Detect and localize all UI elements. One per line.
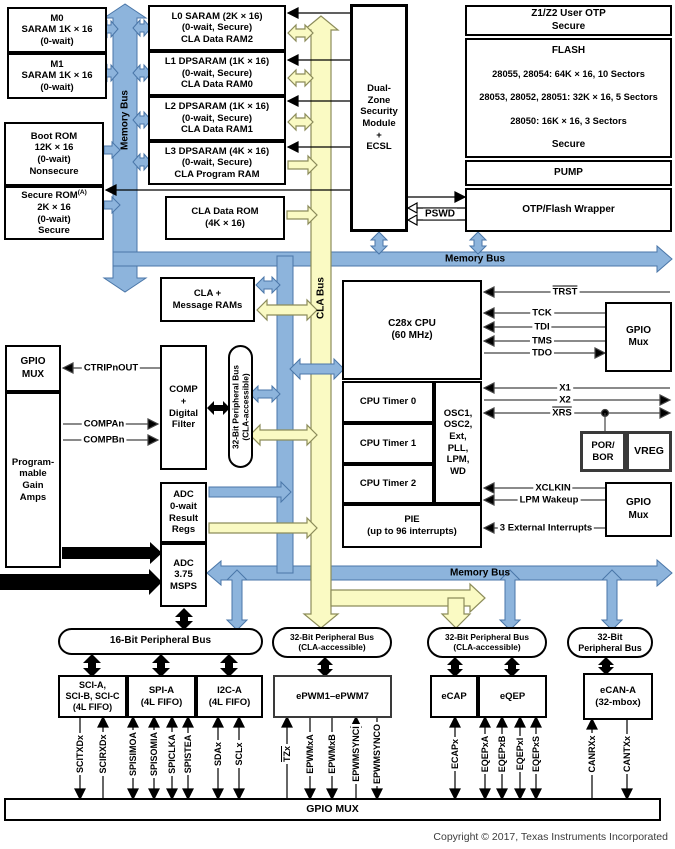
pin-eqepxa: EQEPxA: [480, 735, 490, 773]
peripheral-bus-16: 16-Bit Peripheral Bus: [58, 628, 263, 655]
block-l2-dpsaram: L2 DPSARAM (1K × 16) (0-wait, Secure) CLA Data RAM1: [148, 96, 286, 141]
block-sci: SCI-A, SCI-B, SCI-C (4L FIFO): [58, 675, 127, 718]
block-adc-result-regs: ADC 0-wait Result Regs: [160, 482, 207, 543]
peripheral-bus-32: 32-Bit Peripheral Bus: [567, 627, 653, 658]
block-z1z2-user-otp: Z1/Z2 User OTP Secure: [465, 5, 672, 36]
pin-eqepxi: EQEPxI: [515, 737, 525, 771]
block-secure-rom: [4, 186, 104, 240]
block-ecan: eCAN-A (32-mbox): [583, 673, 653, 720]
pin-cantxx: CANTXx: [622, 736, 632, 773]
pin-tzx: $\overline{TZx}$: [282, 746, 292, 763]
block-m1-saram: M1 SARAM 1K × 16 (0-wait): [7, 53, 107, 99]
block-gpio-mux-top-right: GPIO Mux: [605, 302, 672, 372]
block-m0-saram: M0 SARAM 1K × 16 (0-wait): [7, 7, 107, 53]
flash-sectors-3: 28050: 16K × 16, 3 Sectors: [510, 115, 627, 126]
block-cla-data-rom: CLA Data ROM (4K × 16): [165, 196, 285, 240]
block-programmable-gain-amps: Program- mable Gain Amps: [5, 392, 61, 568]
pin-ecapx: ECAPx: [450, 739, 460, 770]
block-i2c: I2C-A (4L FIFO): [196, 675, 263, 718]
flash-sectors-2: 28053, 28052, 28051: 32K × 16, 5 Sectors: [479, 92, 658, 103]
compan-label: COMPAn: [83, 418, 125, 430]
block-gpio-mux-left: GPIO MUX: [5, 345, 61, 392]
analog-lines: [63, 363, 160, 445]
secure-rom-title: Secure ROM: [21, 190, 78, 202]
pin-spiclka: SPICLKA: [167, 734, 177, 774]
pin-spisomia: SPISOMIA: [149, 732, 159, 777]
tdo-label: TDO: [531, 347, 553, 359]
block-l1-dpsaram: L1 DPSARAM (1K × 16) (0-wait, Secure) CLA Data RAM0: [148, 51, 286, 96]
pin-scitxdx: SCITXDx: [75, 735, 85, 774]
block-cpu-timer1: CPU Timer 1: [342, 423, 434, 464]
secure-rom-details: 2K × 16 (0-wait) Secure: [37, 202, 71, 237]
compbn-label: COMPBn: [83, 434, 125, 446]
block-gpio-mux-bar: GPIO MUX: [4, 798, 661, 821]
pin-eqepxs: EQEPxS: [531, 735, 541, 773]
block-otp-flash-wrapper: OTP/Flash Wrapper: [465, 188, 672, 232]
x1-label: X1: [559, 382, 571, 394]
block-adc: ADC 3.75 MSPS: [160, 543, 207, 607]
peripheral-bus-32-cla-1: 32-Bit Peripheral Bus (CLA-accessible): [272, 627, 392, 658]
pin-epwmsynci: EPWMSYNCI: [351, 726, 361, 782]
tdi-label: TDI: [534, 321, 550, 333]
block-pie: PIE (up to 96 interrupts): [342, 504, 482, 548]
tck-label: TCK: [532, 307, 552, 319]
pin-eqepxb: EQEPxB: [497, 735, 507, 773]
block-gpio-mux-bottom-right: GPIO Mux: [605, 482, 672, 537]
flash-title: FLASH: [551, 45, 586, 56]
pin-canrxx: CANRXx: [587, 735, 597, 773]
peripheral-bus-32-side: 32-Bit Peripheral Bus (CLA-accessible): [228, 345, 253, 468]
block-flash: [465, 38, 672, 158]
flash-secure-label: Secure: [551, 138, 586, 150]
xclkin-label: XCLKIN: [535, 482, 571, 494]
pin-sdax: SDAx: [213, 742, 223, 767]
trst-label: TRST: [552, 286, 578, 298]
peripheral-bus-32-cla-2: 32-Bit Peripheral Bus (CLA-accessible): [427, 627, 547, 658]
block-por-bor: POR/ BOR: [580, 431, 626, 472]
block-ecap: eCAP: [430, 675, 478, 718]
memory-bus-top-label: Memory Bus: [444, 253, 506, 265]
block-l3-dpsaram: L3 DPSARAM (4K × 16) (0-wait, Secure) CLA Program RAM: [148, 141, 286, 185]
ctripnout-label: CTRIPnOUT: [83, 362, 139, 374]
pin-spistea: SPISTEA: [183, 734, 193, 774]
block-comp-digital-filter: COMP + Digital Filter: [160, 345, 207, 470]
block-eqep: eQEP: [478, 675, 547, 718]
block-pump: PUMP: [465, 160, 672, 186]
block-boot-rom: Boot ROM 12K × 16 (0-wait) Nonsecure: [4, 122, 104, 186]
pin-scirxdx: SCIRXDx: [98, 734, 108, 774]
cla-bus-label: CLA Bus: [315, 277, 327, 319]
copyright-text: Copyright © 2017, Texas Instruments Incorporated: [433, 831, 668, 843]
flash-sectors-1: 28055, 28054: 64K × 16, 10 Sectors: [492, 69, 645, 80]
xrs-label: $\overline{XRS}$: [552, 407, 572, 419]
tms-label: TMS: [531, 335, 553, 347]
memory-bus-bottom-label: Memory Bus: [449, 567, 511, 579]
memory-bus-vertical-label: Memory Bus: [119, 90, 131, 151]
block-l0-saram: L0 SARAM (2K × 16) (0-wait, Secure) CLA Data RAM2: [148, 5, 286, 51]
block-cpu-timer2: CPU Timer 2: [342, 464, 434, 504]
pin-epwmxa: EPWMxA: [305, 734, 315, 774]
block-spi: SPI-A (4L FIFO): [127, 675, 196, 718]
block-cpu-timer0: CPU Timer 0: [342, 381, 434, 423]
block-cla-message-rams: CLA + Message RAMs: [160, 277, 255, 322]
block-osc-pll: OSC1, OSC2, Ext, PLL, LPM, WD: [434, 381, 482, 504]
pin-epwmsynco: EPWMSYNCO: [372, 724, 382, 785]
block-epwm: ePWM1–ePWM7: [273, 675, 392, 718]
x2-label: X2: [559, 394, 571, 406]
pin-epwmxb: EPWMxB: [327, 734, 337, 774]
block-c28x-cpu: C28x CPU (60 MHz): [342, 280, 482, 380]
pswd-label: PSWD: [425, 208, 455, 220]
pin-sclx: SCLx: [234, 742, 244, 766]
external-interrupts-label: 3 External Interrupts: [499, 522, 593, 534]
block-vreg: VREG: [626, 431, 672, 472]
lpm-wakeup-label: LPM Wakeup: [519, 494, 579, 506]
memory-bus-top-band: [113, 246, 672, 272]
block-security-module: Dual- Zone Security Module + ECSL: [350, 4, 408, 232]
secure-rom-footnote: (A): [77, 189, 87, 197]
pin-spisimoa: SPISIMOA: [128, 732, 138, 777]
